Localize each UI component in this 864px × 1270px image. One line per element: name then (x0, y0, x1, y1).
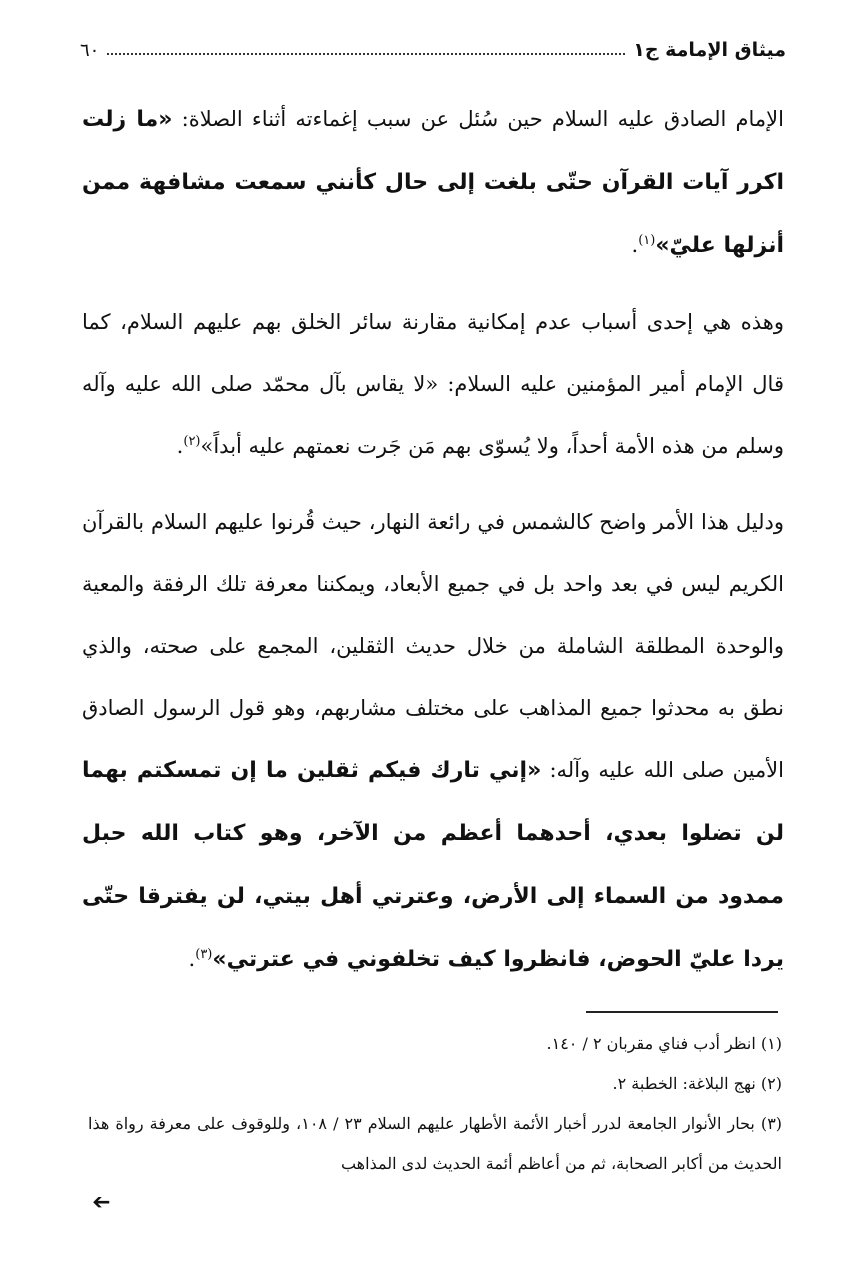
paragraph-2-end: . (176, 434, 184, 458)
footnote-ref-1[interactable]: (١) (638, 233, 656, 248)
main-text (82, 88, 784, 1005)
paragraph-1-text: الإمام الصادق عليه السلام حين سُئل عن سبب إغماءته أثناء الصلاة: (172, 107, 784, 131)
running-header (80, 30, 786, 70)
paragraph-2 (82, 291, 784, 477)
paragraph-3 (82, 491, 784, 991)
page-number: ٦٠ (80, 39, 100, 61)
paragraph-3-text: ودليل هذا الأمر واضح كالشمس في رائعة النهار، حيث قُرنوا عليهم السلام بالقرآن الكريم ليس في بعد واحد بل في جميع الأبعاد، ويمكننا معرفة تلك الرفقة والمعية والوحدة المطلقة الشاملة من خلال حديث الثقلين، المجمع على صحته، والذي نطق به محدثوا جميع المذاهب على مختلف مشاربهم، وهو قول الرسول الصادق الأمين صلى الله عليه وآله: (82, 510, 784, 782)
footnote-ref-3[interactable]: (٣) (195, 947, 213, 962)
paragraph-1 (82, 88, 784, 277)
footnote-1: (١) انظر أدب فناي مقربان ٢ / ١٤٠. (546, 1034, 782, 1053)
footnotes (88, 1024, 782, 1184)
book-title: ميثاق الإمامة ج١ (633, 39, 786, 61)
paragraph-3-end: . (188, 947, 196, 971)
paragraph-3-quote: «إني تارك فيكم ثقلين ما إن تمسكتم بهما لن تضلوا بعدي، أحدهما أعظم من الآخر، وهو كتاب الله حبل ممدود من السماء إلى الأرض، وعترتي أهل بيتي، لن يفترقا حتّى يردا عليّ الحوض، فانظروا كيف تخلفوني في عترتي» (82, 758, 784, 972)
paragraph-2-text: وهذه هي إحدى أسباب عدم إمكانية مقارنة سائر الخلق بهم عليهم السلام، كما قال الإمام أمير المؤمنين عليه السلام: «لا يقاس بآل محمّد صلى الله عليه وآله وسلم من هذه الأمة أحداً، ولا يُسوّى بهم مَن جَرت نعمتهم عليه أبداً» (82, 310, 784, 458)
footnote-3: (٣) بحار الأنوار الجامعة لدرر أخبار الأئمة الأطهار عليهم السلام ٢٣ / ١٠٨، وللوقوف على معرفة رواة هذا الحديث من أكابر الصحابة، ثم من أعاظم أئمة الحديث لدى المذاهب (88, 1114, 783, 1173)
paragraph-1-quote: «ما زلت اكرر آيات القرآن حتّى بلغت إلى حال كأنني سمعت مشافهة ممن أنزلها عليّ» (82, 107, 784, 258)
arrow-left-icon: ➔ (92, 1190, 111, 1215)
footnote-2: (٢) نهج البلاغة: الخطبة ٢. (612, 1074, 782, 1093)
paragraph-1-end: . (631, 233, 639, 257)
footnote-separator (586, 1011, 778, 1013)
header-dotted-leader (107, 53, 625, 55)
footnote-ref-2[interactable]: (٢) (183, 434, 201, 449)
